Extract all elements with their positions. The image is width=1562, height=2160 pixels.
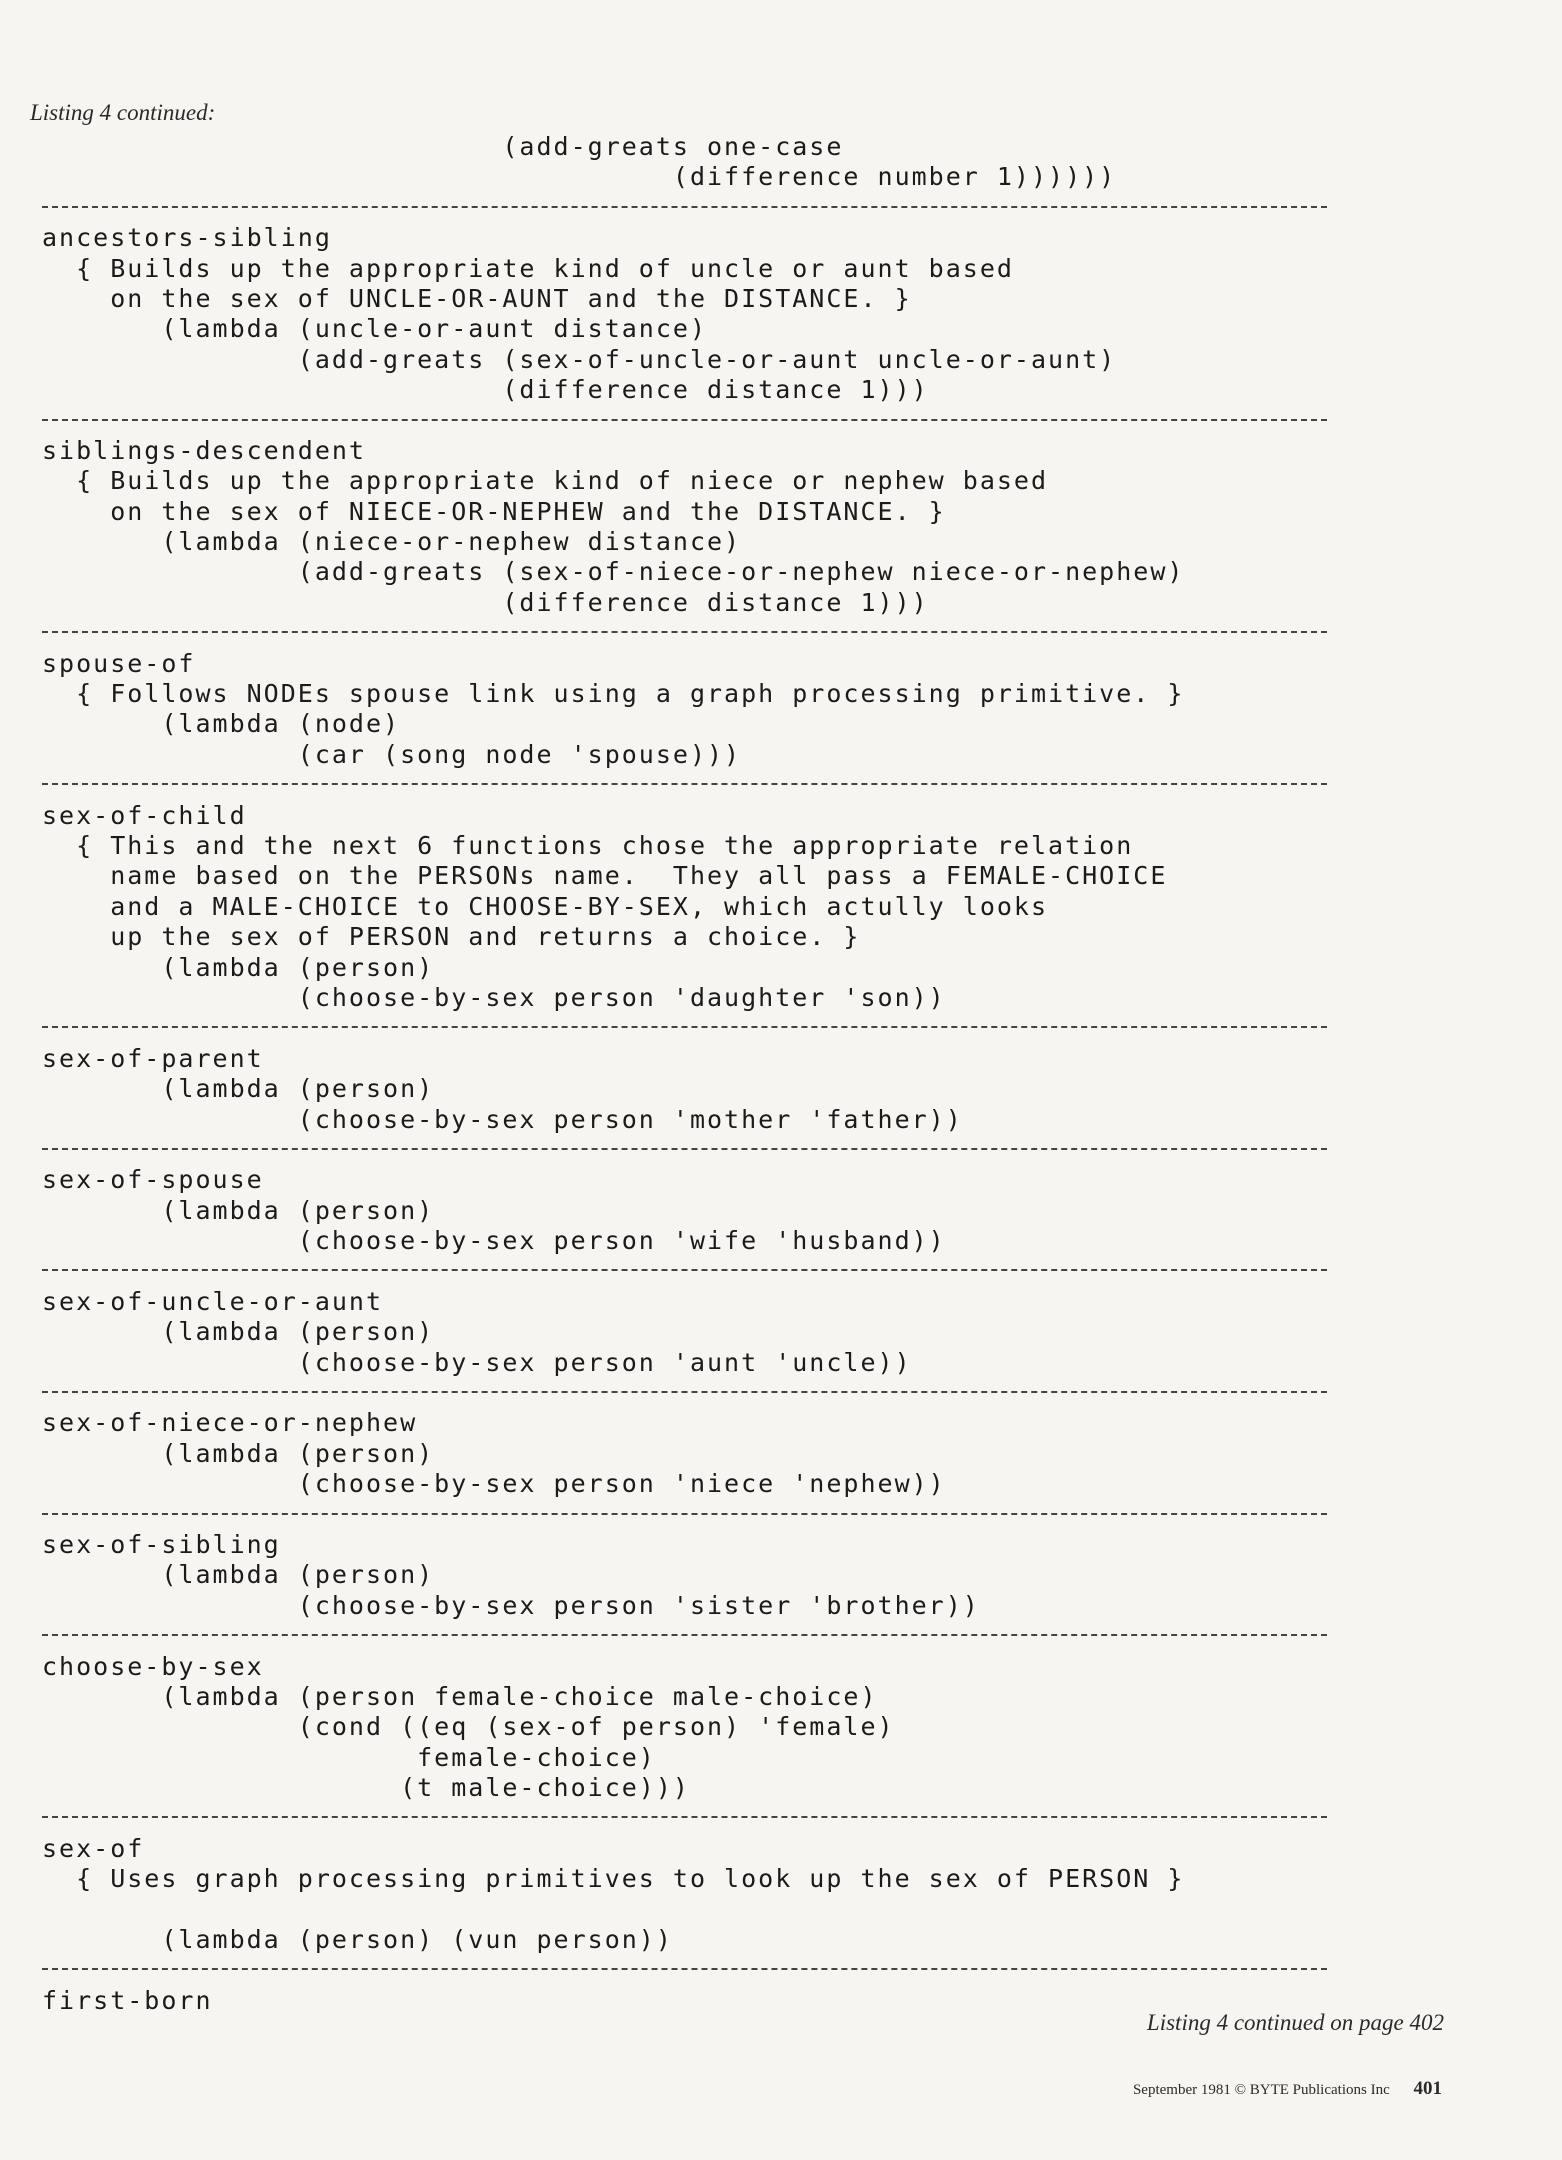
code-line: sex-of bbox=[42, 1833, 145, 1863]
code-line: sex-of-sibling bbox=[42, 1529, 281, 1559]
separator-rule bbox=[42, 193, 1342, 223]
publication-credit: September 1981 © BYTE Publications Inc bbox=[1132, 2082, 1390, 2098]
code-line: and a MALE-CHOICE to CHOOSE-BY-SEX, which actully looks bbox=[42, 891, 1049, 921]
code-line: on the sex of NIECE-OR-NEPHEW and the DISTANCE. } bbox=[42, 496, 946, 526]
code-line: { Builds up the appropriate kind of uncle or aunt based bbox=[42, 253, 1014, 283]
code-line: { Follows NODEs spouse link using a graph processing primitive. } bbox=[42, 679, 1185, 709]
code-line: (choose-by-sex person 'sister 'brother)) bbox=[42, 1590, 980, 1620]
code-line: (lambda (person female-choice male-choice) bbox=[42, 1681, 878, 1711]
code-line: (lambda (person) bbox=[42, 1074, 435, 1104]
code-line: (lambda (person) bbox=[42, 1195, 435, 1225]
code-line: sex-of-niece-or-nephew bbox=[42, 1408, 418, 1438]
code-line: (difference distance 1))) bbox=[42, 587, 929, 617]
code-line: (lambda (uncle-or-aunt distance) bbox=[42, 314, 707, 344]
separator-rule bbox=[42, 1135, 1342, 1165]
code-line: (choose-by-sex person 'wife 'husband)) bbox=[42, 1226, 946, 1256]
separator-rule bbox=[42, 406, 1342, 436]
separator-rule bbox=[42, 1500, 1342, 1530]
code-line: name based on the PERSONs name. They all pass a FEMALE-CHOICE bbox=[42, 861, 1168, 891]
code-line: first-born bbox=[42, 1985, 213, 2015]
code-line: sex-of-parent bbox=[42, 1043, 264, 1073]
code-line: (add-greats one-case bbox=[42, 132, 844, 161]
separator-rule bbox=[42, 770, 1342, 800]
code-line: (lambda (node) bbox=[42, 709, 401, 739]
page-footer bbox=[1133, 2078, 1442, 2100]
code-line: (t male-choice))) bbox=[42, 1773, 690, 1803]
code-line: { Uses graph processing primitives to look up the sex of PERSON } bbox=[42, 1864, 1185, 1894]
code-line: choose-by-sex bbox=[42, 1651, 264, 1681]
code-line: sex-of-spouse bbox=[42, 1165, 264, 1195]
code-line: { This and the next 6 functions chose the appropriate relation bbox=[42, 830, 1134, 860]
code-line: sex-of-child bbox=[42, 800, 247, 830]
code-line: (lambda (person) bbox=[42, 952, 435, 982]
code-line: ancestors-sibling bbox=[42, 223, 332, 253]
code-line: (lambda (person) bbox=[42, 1438, 435, 1468]
code-line: (choose-by-sex person 'mother 'father)) bbox=[42, 1104, 963, 1134]
code-line: on the sex of UNCLE-OR-AUNT and the DISTANCE. } bbox=[42, 283, 912, 313]
code-line: (choose-by-sex person 'daughter 'son)) bbox=[42, 982, 946, 1012]
code-line: { Builds up the appropriate kind of niece or nephew based bbox=[42, 466, 1049, 496]
separator-rule bbox=[42, 1378, 1342, 1408]
code-line: siblings-descendent bbox=[42, 435, 366, 465]
continued-on-note: Listing 4 continued on page 402 bbox=[1146, 2010, 1444, 2035]
code-line: (difference number 1)))))) bbox=[42, 162, 1117, 192]
code-line: female-choice) bbox=[42, 1742, 656, 1772]
code-line: spouse-of bbox=[42, 648, 196, 678]
code-line: (choose-by-sex person 'aunt 'uncle)) bbox=[42, 1347, 912, 1377]
separator-rule bbox=[42, 1803, 1342, 1833]
code-line: (lambda (person) bbox=[42, 1560, 435, 1590]
separator-rule bbox=[42, 618, 1342, 648]
separator-rule bbox=[42, 1256, 1342, 1286]
code-line: (car (song node 'spouse))) bbox=[42, 739, 742, 769]
code-line bbox=[42, 1895, 1342, 1925]
code-line: (add-greats (sex-of-niece-or-nephew niece-or-nephew) bbox=[42, 557, 1185, 587]
code-line: (cond ((eq (sex-of person) 'female) bbox=[42, 1712, 895, 1742]
page-number: 401 bbox=[1413, 2078, 1442, 2099]
code-line: (add-greats (sex-of-uncle-or-aunt uncle-or-aunt) bbox=[42, 344, 1117, 374]
code-line: sex-of-uncle-or-aunt bbox=[42, 1286, 384, 1316]
separator-rule bbox=[42, 1621, 1342, 1651]
code-listing bbox=[42, 132, 1342, 2016]
code-line: (lambda (person) bbox=[42, 1317, 435, 1347]
separator-rule bbox=[42, 1013, 1342, 1043]
code-line: (choose-by-sex person 'niece 'nephew)) bbox=[42, 1469, 946, 1499]
listing-continued-header: Listing 4 continued: bbox=[30, 100, 216, 125]
separator-rule bbox=[42, 1955, 1342, 1985]
code-line: up the sex of PERSON and returns a choice. } bbox=[42, 922, 861, 952]
code-line: (difference distance 1))) bbox=[42, 375, 929, 405]
code-line: (lambda (person) (vun person)) bbox=[42, 1925, 673, 1955]
code-line: (lambda (niece-or-nephew distance) bbox=[42, 527, 742, 557]
